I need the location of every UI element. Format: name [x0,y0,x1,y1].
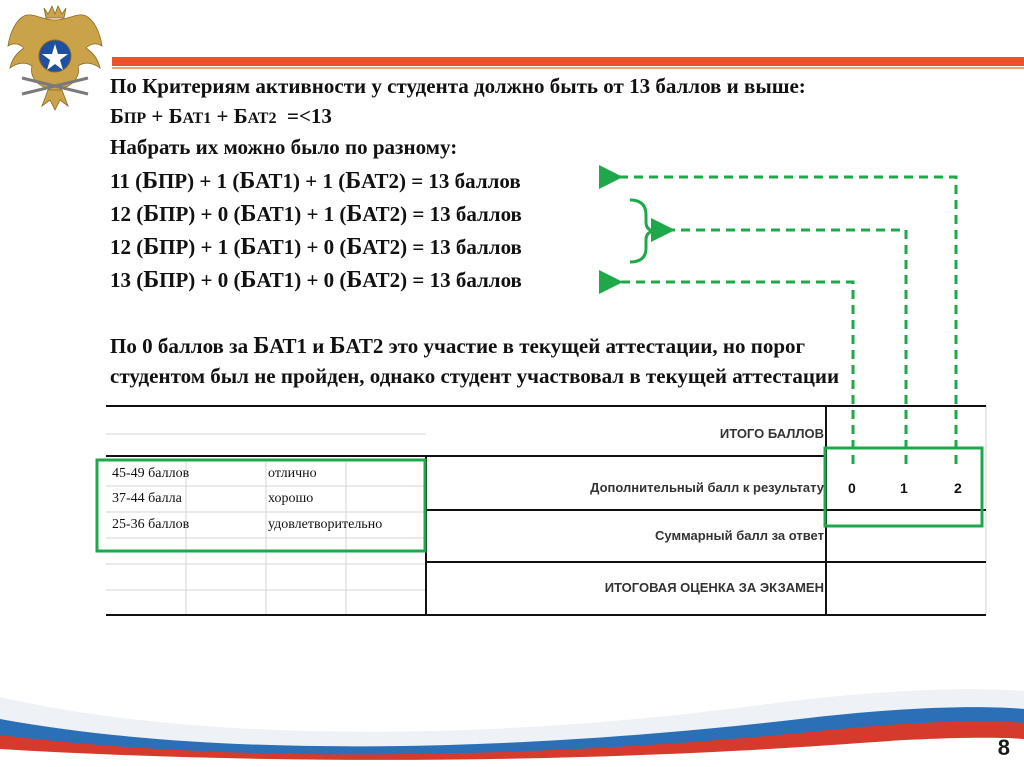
total-score-label: ИТОГО БАЛЛОВ [719,426,824,441]
answer-sum-label: Суммарный балл за ответ [655,528,824,543]
note-line-2: студентом был не пройден, однако студент участвовал в текущей аттестации [110,364,840,388]
arrow-to-line-4 [620,282,853,464]
combo-line-4: 13 (БПР) + 0 (БАТ1) + 0 (БАТ2) = 13 баллов [110,267,522,293]
ways-heading: Набрать их можно было по разному: [110,135,458,159]
bonus-value-2: 2 [954,480,962,496]
grade-range-cell: 37-44 балла [112,491,182,506]
brace-icon [630,200,656,262]
combo-line-2: 12 (БПР) + 0 (БАТ1) + 1 (БАТ2) = 13 баллов [110,201,522,227]
grade-name-cell: отлично [268,466,317,481]
arrow-to-brace [672,230,906,464]
page-number: 8 [997,735,1010,760]
combo-line-1: 11 (БПР) + 1 (БАТ1) + 1 (БАТ2) = 13 баллов [110,168,521,194]
grade-range-cell: 25-36 баллов [112,517,190,532]
formula-line: БПР + БАТ1 + БАТ2 =<13 [110,104,332,128]
grade-name-cell: удовлетворительно [268,517,383,532]
bonus-point-label: Дополнительный балл к результату [590,480,824,495]
final-grade-label: ИТОГОВАЯ ОЦЕНКА ЗА ЭКЗАМЕН [604,580,824,595]
criteria-heading: По Критериям активности у студента должно быть от 13 баллов и выше: [110,74,806,98]
bonus-highlight-box [825,448,982,526]
combo-line-3: 12 (БПР) + 1 (БАТ1) + 0 (БАТ2) = 13 баллов [110,234,522,260]
grade-name-cell: хорошо [268,491,314,506]
grades-highlight-box [97,460,425,551]
bonus-value-0: 0 [848,480,856,496]
footer-waves [0,627,1024,767]
bonus-value-1: 1 [900,480,908,496]
note-line-1: По 0 баллов за БАТ1 и БАТ2 это участие в текущей аттестации, но порог [110,333,806,359]
grade-range-cell: 45-49 баллов [112,466,190,481]
